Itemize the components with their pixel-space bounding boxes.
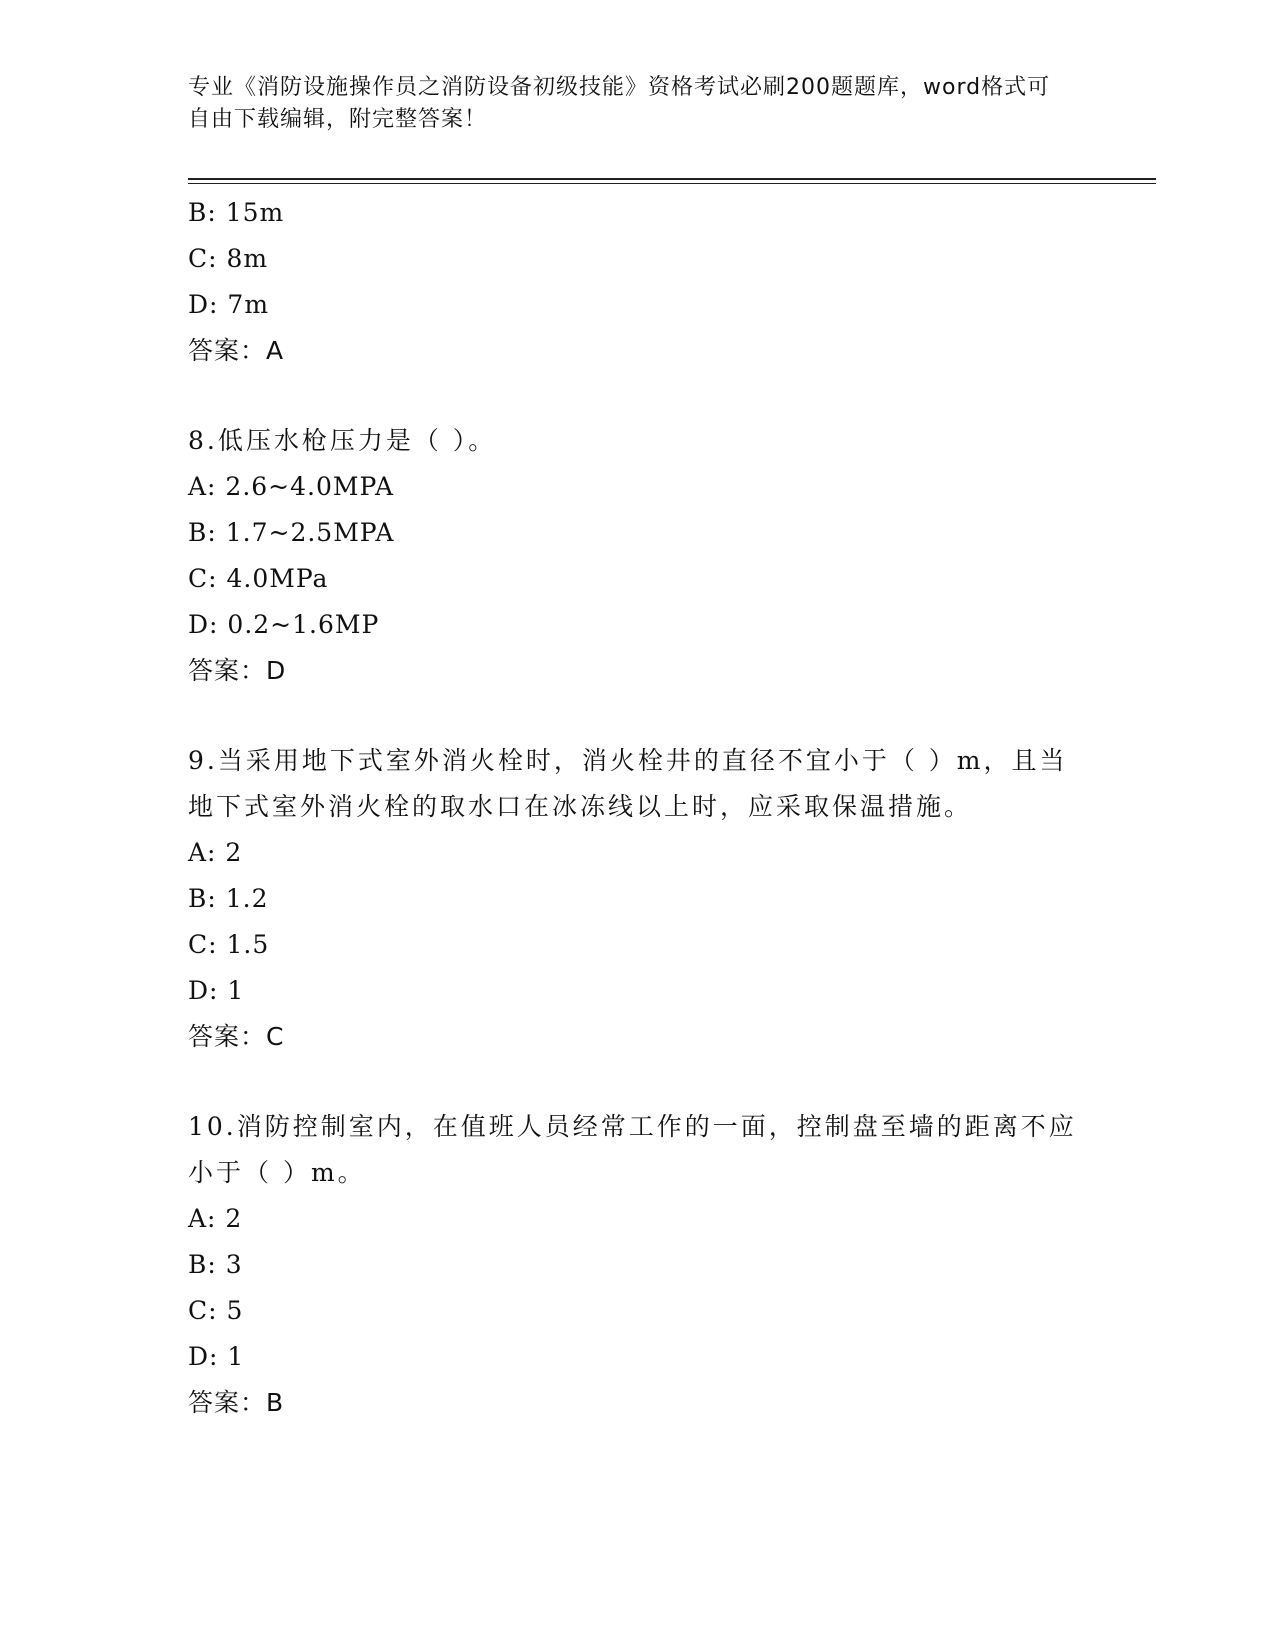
option-b: B: 15m — [188, 198, 285, 227]
question-8-block — [188, 418, 1088, 694]
option-d: D: 1 — [188, 976, 245, 1005]
header-rule-thick — [188, 178, 1156, 180]
question-text: 9.当采用地下式室外消火栓时，消火栓井的直径不宜小于（ ）m，且当地下式室外消火栓的取水口在冰冻线以上时，应采取保温措施。 — [188, 746, 1068, 821]
answer-label: 答案：D — [188, 656, 287, 685]
option-b: B: 1.2 — [188, 884, 269, 913]
option-c: C: 4.0MPa — [188, 564, 329, 593]
question-text: 10.消防控制室内，在值班人员经常工作的一面，控制盘至墙的距离不应小于（ ）m。 — [188, 1112, 1077, 1187]
answer-label: 答案：B — [188, 1388, 285, 1417]
option-a: A: 2 — [188, 1204, 243, 1233]
option-a: A: 2 — [188, 838, 243, 867]
answer-label: 答案：A — [188, 336, 285, 365]
option-c: C: 8m — [188, 244, 269, 273]
option-d: D: 0.2~1.6MP — [188, 610, 380, 639]
question-10-block — [188, 1104, 1088, 1426]
option-b: B: 3 — [188, 1250, 243, 1279]
question-content — [188, 190, 1088, 1426]
option-c: C: 5 — [188, 1296, 244, 1325]
question-7-block — [188, 190, 1088, 374]
option-c: C: 1.5 — [188, 930, 270, 959]
header-rule-thin — [188, 183, 1156, 184]
option-d: D: 7m — [188, 290, 270, 319]
option-b: B: 1.7~2.5MPA — [188, 518, 395, 547]
option-d: D: 1 — [188, 1342, 245, 1371]
answer-label: 答案：C — [188, 1022, 285, 1051]
question-9-block — [188, 738, 1088, 1060]
question-text: 8.低压水枪压力是（ ）。 — [188, 426, 497, 455]
document-header: 专业《消防设施操作员之消防设备初级技能》资格考试必刷200题题库，word格式可自由下载编辑，附完整答案！ — [188, 75, 1051, 132]
option-a: A: 2.6~4.0MPA — [188, 472, 395, 501]
